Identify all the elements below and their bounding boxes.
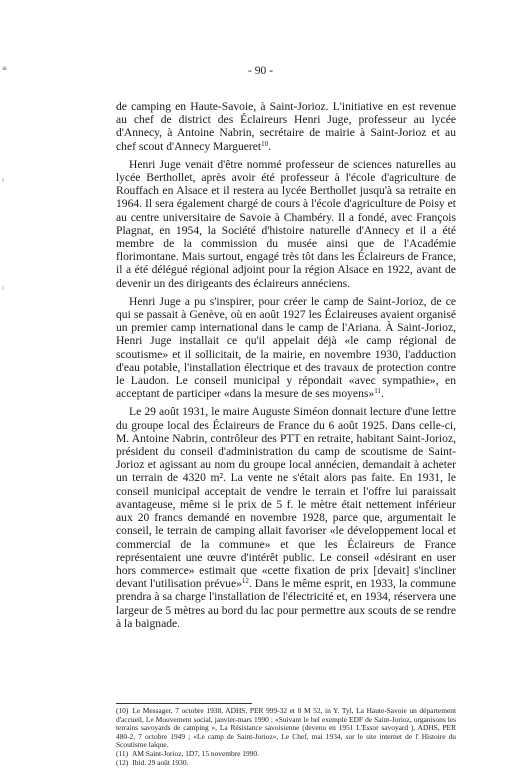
- paragraph-text-end: . Dans le même esprit, en 1933, la commune prendra à sa charge l'installation de l'électricité et, en 1934, réservera une largeur de 5 mètres au bord du lac pour permettre aux scouts de se rendre à la baignade.: [116, 577, 456, 630]
- paragraph-text-end: .: [380, 387, 384, 401]
- footnote: [116, 759, 456, 768]
- paragraph-text: Henri Juge venait d'être nommé professeur de sciences naturelles au lycée Berthollet, après avoir été professeur à l'école d'agriculture de Rouffach en Alsace et il restera au lycée Berthollet jusqu'à sa retraite en 1964. Il sera également chargé de cours à l'école d'agriculture de Poisy et au centre universitaire de Savoie à Chambéry. Il a fondé, avec François Plagnat, en 1954, la Société d'histoire naturelle d'Annecy et il a été membre de la commission du musée ainsi que de l'Académie florimontane. Mais surtout, engagé très tôt dans les Éclaireurs de France, il a été délégué régional adjoint pour la région Alsace en 1922, avant de devenir un des dirigeants des éclaireurs annéciens.: [116, 157, 456, 290]
- footnote-text: Le Messager, 7 octobre 1938, ADHS, PER 999-32 et 8 M 52, in Y. Tyl, La Haute-Savoie un département d'accueil, Le Mouvement social, janvier-mars 1990 ; «Suivant le bel exemple EDF de Saint-Jorioz, organisons les terrains savoyards de camping », La Résistance savoisienne (devenu en 1951 L'Essor savoyard ), ADHS, PER 480-2, 7 octobre 1949 ; «Le camp de Saint-Jorioz», Le Chef, mai 1934, sur le site internet de l' Histoire du Scoutisme laïque.: [116, 706, 456, 750]
- page-number: - 90 -: [248, 65, 273, 77]
- paragraph-text-end: .: [268, 139, 272, 153]
- paragraph: [116, 158, 456, 290]
- footnote-text: AM Saint-Jorioz, 1D7, 15 novembre 1990.: [132, 748, 259, 758]
- footnote-ref: 10: [261, 139, 269, 148]
- paragraph-text: de camping en Haute-Savoie, à Saint-Jorioz. L'initiative en est revenue au chef de district des Éclaireurs Henri Juge, professeur au lycée d'Annecy, à Antoine Nabrin, secrétaire de mairie à Saint-Jorioz et au chef scout d'Annecy Margueret: [116, 100, 456, 153]
- paragraph-text: Le 29 août 1931, le maire Auguste Siméon donnait lecture d'une lettre du groupe local des Éclaireurs de France du 6 août 1925. Dans celle-ci, M. Antoine Nabrin, contrôleur des PTT en retraite, habitant Saint-Jorioz, président du conseil d'administration du camp de scoutisme de Saint-Jorioz et agissant au nom du groupe local annécien, demandait à acheter un terrain de 4320 m². La vente ne s'était alors pas faite. En 1931, le conseil municipal acceptait de vendre le terrain et l'offre lui paraissait avantageuse, même si le prix de 5 f. le mètre était nettement inférieur aux 20 francs demandé en novembre 1928, parce que, argumentait le conseil, le terrain de camping allait favoriser «le développement local et commercial de la commune» et que les Éclaireurs de France représentaient une œuvre d'intérêt public. Le conseil «désirant en user hors commerce» estimait que «cette fixation de prix [devait] s'incliner devant l'utilisation prévue»: [116, 405, 456, 591]
- paragraph: [116, 405, 456, 629]
- paragraph: [116, 100, 456, 153]
- paragraph: [116, 295, 456, 401]
- footnote-text: Ibid. 29 août 1930.: [132, 757, 189, 767]
- footnote-mark: (10): [116, 706, 129, 715]
- paragraph-text: Henri Juge a pu s'inspirer, pour créer le camp de Saint-Jorioz, de ce qui se passait à Genève, où en août 1927 les Éclaireuses avaient organisé un premier camp international dans le camp de l'Ariana. À Saint-Jorioz, Henri Juge installait ce qu'il appelait déjà «le camp régional de scoutisme» et il sollicitait, de la mairie, en novembre 1930, l'adduction d'eau potable, l'installation électrique et des travaux de protection contre le Laudon. Le conseil municipal y répondait «avec sympathie», en acceptant de participer «dans la mesure de ses moyens»: [116, 294, 456, 401]
- main-text: [116, 100, 456, 635]
- footnote-divider: [116, 703, 252, 704]
- footnote-ref: 11: [374, 387, 381, 396]
- footnote-mark: (11): [116, 748, 129, 758]
- margin-mark: ⁞: [2, 177, 4, 184]
- footnotes: [116, 707, 456, 767]
- margin-mark: ≡: [2, 65, 8, 72]
- footnote-mark: (12): [116, 757, 129, 767]
- footnote: [116, 707, 456, 750]
- margin-mark: ⁞: [2, 285, 4, 292]
- footnote-ref: 12: [241, 577, 249, 586]
